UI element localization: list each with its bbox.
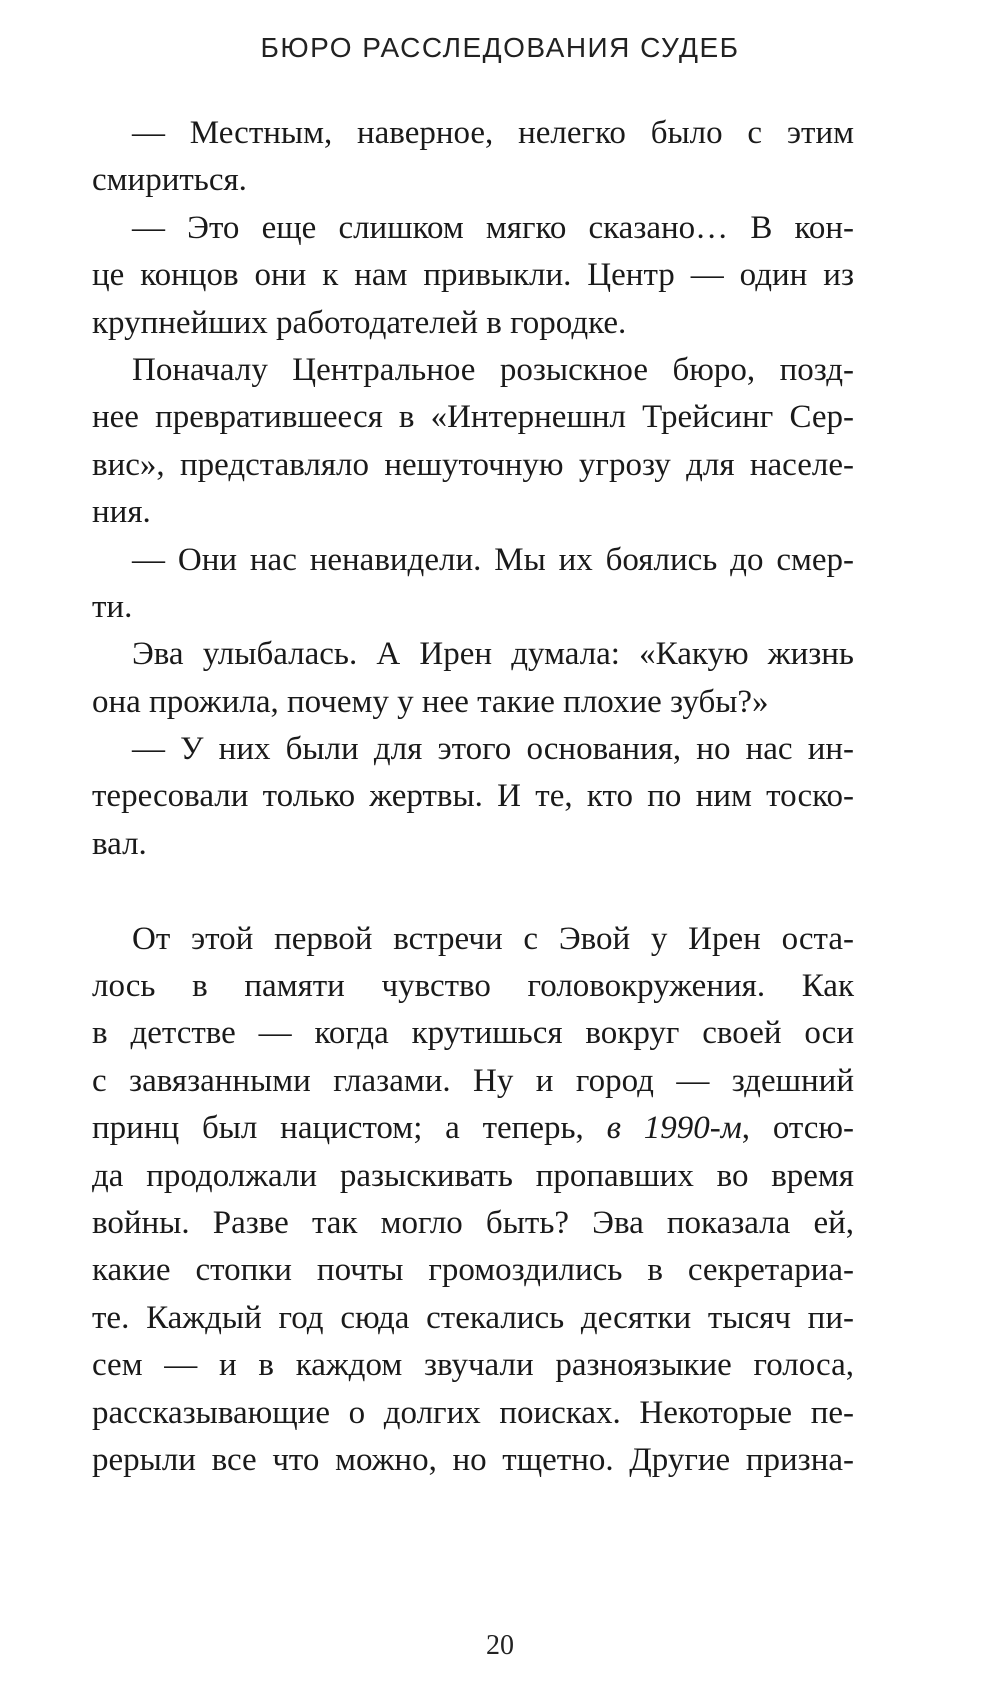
text-line: рассказывающие о долгих поисках. Некоторые пе- [92,1394,854,1431]
text-line: смириться. [92,162,247,199]
page-number: 20 [486,1630,514,1661]
text-segment: принц был нацистом; а теперь, [92,1110,607,1147]
text-line: рерыли все что можно, но тщетно. Другие призна- [92,1441,854,1478]
text-line: — Местным, наверное, нелегко было с этим [132,115,854,151]
text-line: какие стопки почты громоздились в секретариа- [92,1252,854,1289]
text-line: Эва улыбалась. А Ирен думала: «Какую жизнь [132,636,854,673]
text-line: це концов они к нам привыкли. Центр — один из [92,257,854,294]
text-line: нее превратившееся в «Интернешнл Трейсинг Сер- [92,399,854,436]
section-break [92,868,854,915]
text-line: с завязанными глазами. Ну и город — здешний [92,1062,854,1099]
text-line: — Они нас ненавидели. Мы их боялись до смер- [132,541,854,578]
text-line: она прожила, почему у нее такие плохие зубы?» [92,683,769,720]
text-line: вал. [92,825,147,862]
text-line: — Это еще слишком мягко сказано… В кон- [132,209,854,246]
text-line: войны. Разве так могло быть? Эва показала ей, [92,1204,854,1241]
text-line: ти. [92,588,133,625]
text-line: сем — и в каждом звучали разноязыкие голоса, [92,1347,854,1384]
italic-text-segment: в 1990-м [606,1110,742,1147]
text-line: — У них были для этого основания, но нас ин- [132,731,854,768]
text-line: Поначалу Центральное розыскное бюро, позд- [132,351,854,388]
text-line: лось в памяти чувство головокружения. Как [92,968,854,1005]
text-line: в детстве — когда крутишься вокруг своей оси [92,1015,854,1052]
text-line-mixed [92,1105,854,1152]
running-header: БЮРО РАССЛЕДОВАНИЯ СУДЕБ [260,32,740,63]
text-line: тересовали только жертвы. И те, кто по ним тоско- [92,778,854,815]
page-body-text [92,110,854,1484]
text-line: вис», представляло нешуточную угрозу для населе- [92,446,854,483]
text-line: те. Каждый год сюда стекались десятки тысяч пи- [92,1299,854,1336]
text-line: ния. [92,494,151,531]
text-line: крупнейших работодателей в городке. [92,304,627,341]
text-segment: , отсю- [741,1110,855,1147]
text-line: От этой первой встречи с Эвой у Ирен оста- [132,920,854,957]
text-line: да продолжали разыскивать пропавших во время [92,1157,854,1194]
